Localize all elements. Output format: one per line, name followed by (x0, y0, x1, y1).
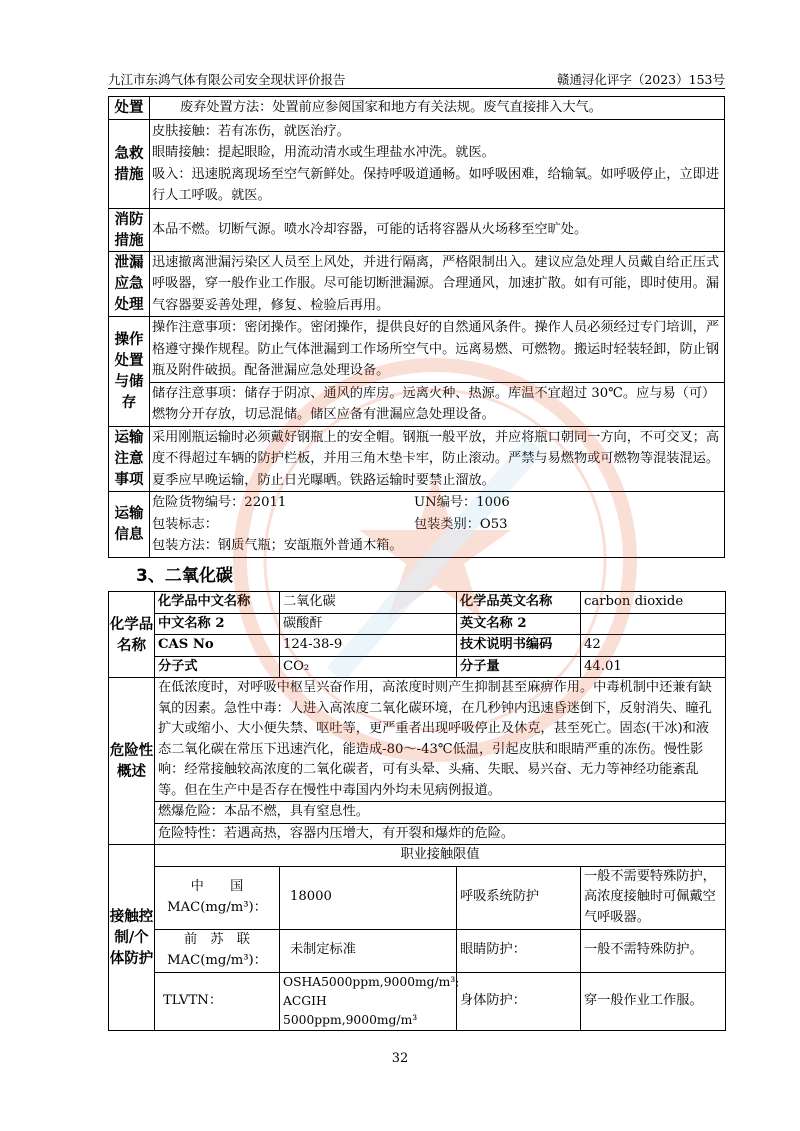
text-leak: 迅速撤离泄漏污染区人员至上风处，并进行隔离，严格限制出入。建议应急处理人员戴自给正压式呼吸器，穿一般作业工作服。尽可能切断泄漏源。合理通风，加速扩散。如有可能，即时使用。漏气容器要妥善处理，修复、检验后再用。 (150, 251, 725, 317)
contact-row-title (109, 845, 726, 867)
name-row-2 (109, 613, 726, 635)
text-health-hazard: 在低浓度时，对呼吸中枢呈兴奋作用，高浓度时则产生抑制甚至麻痹作用。中毒机制中还兼有缺氧的因素。急性中毒：人进入高浓度二氧化碳环境，在几秒钟内迅速昏迷倒下，反射消失、瞳孔扩大或缩小、大小便失禁、呕吐等，更严重者出现呼吸停止及休克，甚至死亡。固态(干冰)和液态二氧化碳在常压下迅速汽化，能造成-80～-43℃低温，引起皮肤和眼睛严重的冻伤。慢性影响：经常接触较高浓度的二氧化碳者，可有头晕、头痛、失眠、易兴奋、无力等神经功能紊乱等。但在生产中是否存在慢性中毒国内外均未见病例报道。 (155, 678, 726, 802)
body-value: 穿一般作业工作服。 (581, 972, 726, 1030)
msds-table-part1 (108, 96, 725, 558)
cell-value: CO₂ (280, 656, 457, 678)
head-transport-notes: 运输注意事项 (109, 426, 150, 492)
su-mac-value: 未制定标准 (280, 929, 457, 972)
cell-value: 碳酸酐 (280, 613, 457, 635)
su-mac-label: 前 苏 联 MAC(mg/m³)： (155, 929, 280, 972)
head-contact: 接触控制/个体防护 (109, 845, 155, 1031)
head-name: 化学品名称 (109, 592, 155, 678)
cell-value: 124-38-9 (280, 635, 457, 657)
cell-label: 中文名称 2 (155, 613, 280, 635)
body-label: 身体防护： (457, 972, 581, 1030)
row-storage (109, 382, 725, 426)
cell-value: 42 (581, 635, 726, 657)
page-number: 32 (391, 1051, 409, 1066)
text-storage: 储存注意事项：储存于阴凉、通风的库房。远离火种、热源。库温不宜超过 30℃。应与易（可）燃物分开存放，切忌混储。储区应备有泄漏应急处理设备。 (150, 382, 725, 426)
dg-number: 危险货物编号：22011 (152, 495, 287, 510)
text-fire-hazard: 燃爆危险：本品不燃，具有窒息性。 (155, 802, 726, 824)
firstaid-eye: 眼睛接触：提起眼睑，用流动清水或生理盐水冲洗。就医。 (152, 145, 495, 160)
name-row-1 (109, 592, 726, 614)
firstaid-skin: 皮肤接触：若有冻伤，就医治疗。 (152, 123, 350, 139)
head-disposal: 处置 (109, 97, 150, 120)
contact-row-tlv (109, 972, 726, 1030)
pack-mark: 包装标志： (152, 516, 218, 532)
resp-label: 呼吸系统防护 (457, 866, 581, 929)
name-row-3 (109, 635, 726, 657)
cell-value: 二氧化碳 (280, 592, 457, 614)
head-transport-info: 运输信息 (109, 492, 150, 558)
row-handling (109, 317, 725, 383)
text-transport-notes: 采用刚瓶运输时必须戴好钢瓶上的安全帽。钢瓶一般平放，并应将瓶口朝同一方向，不可交叉；高度不得超过车辆的防护栏板，并用三角木垫卡牢，防止滚动。严禁与易燃物或可燃物等混装混运。夏季应早晚运输，防止日光曝晒。铁路运输时要禁止溜放。 (150, 426, 725, 492)
head-fire: 消防措施 (109, 208, 150, 251)
pack-class: 包装类别：O53 (414, 516, 508, 532)
pack-method: 包装方法：钢质气瓶；安瓿瓶外普通木箱。 (152, 538, 403, 553)
head-leak: 泄漏应急处理 (109, 251, 150, 317)
text-danger: 危险特性：若遇高热，容器内压增大，有开裂和爆炸的危险。 (155, 823, 726, 845)
cell-label: 分子量 (457, 656, 581, 678)
cell-label: CAS No (155, 635, 280, 657)
eye-value: 一般不需特殊防护。 (581, 929, 726, 972)
head-firstaid: 急救措施 (109, 119, 150, 208)
tlv-value (280, 972, 460, 1030)
cn-mac-label: 中 国 MAC(mg/m³)： (155, 866, 280, 929)
row-transport-info (109, 492, 725, 558)
page-header (108, 70, 725, 89)
text-disposal: 废弃处置方法：处置前应参阅国家和地方有关法规。废气直接排入大气。 (150, 97, 725, 120)
un-number: UN编号：1006 (414, 495, 510, 510)
row-leak (109, 251, 725, 317)
oel-title: 职业接触限值 (155, 845, 726, 867)
text-transport-info (150, 492, 725, 558)
resp-value: 一般不需要特殊防护，高浓度接触时可佩戴空气呼吸器。 (581, 866, 726, 929)
firstaid-inhale: 吸入：迅速脱离现场至空气新鲜处。保持呼吸道通畅。如呼吸困难，给输氧。如呼吸停止，立即进行人工呼吸。就医。 (152, 166, 720, 203)
contact-row-su (109, 929, 726, 972)
cell-label: 化学品中文名称 (155, 592, 280, 614)
cell-label: 分子式 (155, 656, 280, 678)
cell-value (581, 613, 726, 635)
name-row-4 (109, 656, 726, 678)
eye-label: 眼睛防护： (457, 929, 581, 972)
head-handling: 操作处置与储存 (109, 317, 150, 427)
text-operation: 操作注意事项：密闭操作。密闭操作，提供良好的自然通风条件。操作人员必须经过专门培训，严格遵守操作规程。防止气体泄漏到工作场所空气中。远离易燃、可燃物。搬运时轻装轻卸，防止钢瓶及附件破损。配备泄漏应急处理设备。 (150, 317, 725, 383)
cell-label: 技术说明书编码 (457, 635, 581, 657)
cell-label: 英文名称 2 (457, 613, 581, 635)
contact-row-cn (109, 866, 726, 929)
cell-value: 44.01 (581, 656, 726, 678)
cn-mac-value: 18000 (280, 866, 457, 929)
hazard-row-fire (109, 802, 726, 824)
head-hazard: 危险性概述 (109, 678, 155, 845)
header-company: 九江市东鸿气体有限公司安全现状评价报告 (108, 72, 346, 87)
header-report-number: 赣通浔化评字（2023）153号 (556, 72, 725, 87)
text-firstaid (150, 119, 725, 208)
section-title: 3、二氧化碳 (136, 566, 233, 586)
msds-table-co2 (108, 591, 726, 1031)
cell-label: 化学品英文名称 (457, 592, 581, 614)
hazard-row-health (109, 678, 726, 802)
tlv-osha: OSHA5000ppm,9000mg/m³; (283, 974, 460, 989)
row-fire (109, 208, 725, 251)
hazard-row-danger (109, 823, 726, 845)
row-firstaid (109, 119, 725, 208)
text-fire: 本品不燃。切断气源。喷水冷却容器，可能的话将容器从火场移至空旷处。 (150, 208, 725, 251)
row-disposal (109, 97, 725, 120)
tlv-label: TLVTN： (155, 972, 280, 1030)
row-transport-notes (109, 426, 725, 492)
cell-value: carbon dioxide (581, 592, 726, 614)
tlv-acgih: ACGIH 5000ppm,9000mg/m³ (283, 993, 418, 1027)
